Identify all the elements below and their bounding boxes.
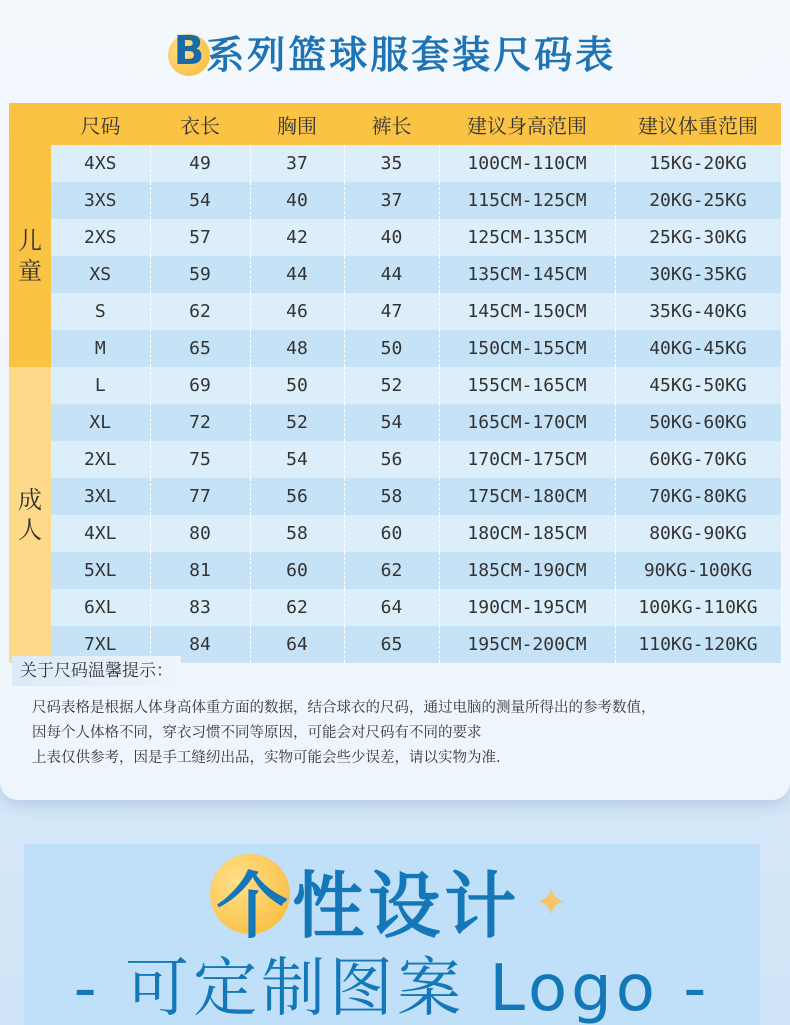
group-label-char: 人 bbox=[18, 516, 42, 544]
cell-height-range: 135CM-145CM bbox=[439, 256, 615, 293]
cell-chest: 56 bbox=[250, 478, 344, 515]
banner-subheadline bbox=[24, 944, 760, 1025]
table-row bbox=[9, 182, 781, 219]
cell-size: 2XS bbox=[51, 219, 150, 256]
cell-weight-range: 70KG-80KG bbox=[615, 478, 781, 515]
cell-size: 2XL bbox=[51, 441, 150, 478]
header-pants-length: 裤长 bbox=[344, 103, 439, 145]
header-corner bbox=[9, 103, 51, 145]
size-table bbox=[9, 103, 782, 663]
cell-length: 57 bbox=[150, 219, 250, 256]
cell-height-range: 175CM-180CM bbox=[439, 478, 615, 515]
notes-body bbox=[32, 696, 772, 771]
cell-weight-range: 35KG-40KG bbox=[615, 293, 781, 330]
cell-pants-length: 47 bbox=[344, 293, 439, 330]
cell-weight-range: 100KG-110KG bbox=[615, 589, 781, 626]
cell-size: 5XL bbox=[51, 552, 150, 589]
cell-pants-length: 58 bbox=[344, 478, 439, 515]
cell-length: 54 bbox=[150, 182, 250, 219]
table-row bbox=[9, 404, 781, 441]
table-row bbox=[9, 293, 781, 330]
table-row bbox=[9, 145, 781, 182]
cell-length: 84 bbox=[150, 626, 250, 663]
cell-pants-length: 62 bbox=[344, 552, 439, 589]
cell-height-range: 195CM-200CM bbox=[439, 626, 615, 663]
title-text: 系列篮球服套装尺码表 bbox=[206, 32, 617, 77]
cell-length: 65 bbox=[150, 330, 250, 367]
cell-pants-length: 52 bbox=[344, 367, 439, 404]
cell-height-range: 190CM-195CM bbox=[439, 589, 615, 626]
cell-length: 81 bbox=[150, 552, 250, 589]
cell-chest: 52 bbox=[250, 404, 344, 441]
cell-pants-length: 37 bbox=[344, 182, 439, 219]
header-height-range: 建议身高范围 bbox=[439, 103, 615, 145]
cell-pants-length: 50 bbox=[344, 330, 439, 367]
cell-chest: 58 bbox=[250, 515, 344, 552]
cell-height-range: 100CM-110CM bbox=[439, 145, 615, 182]
cell-chest: 42 bbox=[250, 219, 344, 256]
cell-weight-range: 30KG-35KG bbox=[615, 256, 781, 293]
cell-pants-length: 65 bbox=[344, 626, 439, 663]
header-chest: 胸围 bbox=[250, 103, 344, 145]
cell-size: 6XL bbox=[51, 589, 150, 626]
cell-weight-range: 80KG-90KG bbox=[615, 515, 781, 552]
table-row bbox=[9, 552, 781, 589]
cell-size: 3XL bbox=[51, 478, 150, 515]
notes-line: 尺码表格是根据人体身高体重方面的数据，结合球衣的尺码，通过电脑的测量所得出的参考数值， bbox=[32, 700, 656, 716]
table-row bbox=[9, 515, 781, 552]
cell-pants-length: 56 bbox=[344, 441, 439, 478]
cell-height-range: 145CM-150CM bbox=[439, 293, 615, 330]
table-row bbox=[9, 367, 781, 404]
cell-size: S bbox=[51, 293, 150, 330]
cell-chest: 40 bbox=[250, 182, 344, 219]
cell-chest: 62 bbox=[250, 589, 344, 626]
notes-line: 上表仅供参考，因是手工缝纫出品，实物可能会些少误差，请以实物为准. bbox=[32, 750, 501, 766]
notes-title: 关于尺码温馨提示： bbox=[12, 656, 181, 686]
cell-weight-range: 20KG-25KG bbox=[615, 182, 781, 219]
cell-chest: 60 bbox=[250, 552, 344, 589]
cell-size: M bbox=[51, 330, 150, 367]
cell-height-range: 155CM-165CM bbox=[439, 367, 615, 404]
table-row bbox=[9, 441, 781, 478]
cell-weight-range: 15KG-20KG bbox=[615, 145, 781, 182]
table-row bbox=[9, 589, 781, 626]
cell-chest: 54 bbox=[250, 441, 344, 478]
page-title bbox=[0, 24, 790, 78]
group-label-kids bbox=[9, 145, 51, 367]
cell-length: 69 bbox=[150, 367, 250, 404]
cell-height-range: 150CM-155CM bbox=[439, 330, 615, 367]
cell-height-range: 170CM-175CM bbox=[439, 441, 615, 478]
group-label-char: 童 bbox=[18, 257, 42, 285]
header-weight-range: 建议体重范围 bbox=[615, 103, 781, 145]
banner-headline bbox=[24, 858, 760, 948]
cell-chest: 50 bbox=[250, 367, 344, 404]
cell-length: 72 bbox=[150, 404, 250, 441]
cell-pants-length: 35 bbox=[344, 145, 439, 182]
cell-weight-range: 40KG-45KG bbox=[615, 330, 781, 367]
cell-size: L bbox=[51, 367, 150, 404]
table-row bbox=[9, 256, 781, 293]
sparkle-icon: ✦ bbox=[534, 880, 568, 926]
group-label-char: 成 bbox=[18, 486, 42, 514]
group-label-adults bbox=[9, 367, 51, 663]
notes-line: 因每个人体格不同，穿衣习惯不同等原因，可能会对尺码有不同的要求 bbox=[32, 725, 482, 741]
cell-weight-range: 50KG-60KG bbox=[615, 404, 781, 441]
table-row bbox=[9, 330, 781, 367]
banner-headline-first-char: 个 bbox=[216, 848, 292, 952]
cell-pants-length: 40 bbox=[344, 219, 439, 256]
cell-height-range: 125CM-135CM bbox=[439, 219, 615, 256]
cell-weight-range: 25KG-30KG bbox=[615, 219, 781, 256]
table-header-row bbox=[9, 103, 781, 145]
cell-size: 3XS bbox=[51, 182, 150, 219]
cell-height-range: 180CM-185CM bbox=[439, 515, 615, 552]
cell-height-range: 115CM-125CM bbox=[439, 182, 615, 219]
cell-length: 75 bbox=[150, 441, 250, 478]
title-badge-letter: B bbox=[173, 28, 205, 74]
cell-size: 4XS bbox=[51, 145, 150, 182]
group-label-char: 儿 bbox=[18, 227, 42, 255]
cell-size: 4XL bbox=[51, 515, 150, 552]
cell-pants-length: 44 bbox=[344, 256, 439, 293]
cell-chest: 46 bbox=[250, 293, 344, 330]
cell-pants-length: 60 bbox=[344, 515, 439, 552]
banner-subheadline-text: - 可定制图案 Logo - bbox=[73, 952, 711, 1025]
cell-length: 83 bbox=[150, 589, 250, 626]
custom-design-banner bbox=[24, 844, 760, 1025]
cell-chest: 48 bbox=[250, 330, 344, 367]
banner-headline-rest: 性设计 bbox=[292, 864, 521, 948]
cell-size: XL bbox=[51, 404, 150, 441]
cell-weight-range: 45KG-50KG bbox=[615, 367, 781, 404]
cell-height-range: 185CM-190CM bbox=[439, 552, 615, 589]
cell-weight-range: 90KG-100KG bbox=[615, 552, 781, 589]
cell-height-range: 165CM-170CM bbox=[439, 404, 615, 441]
cell-chest: 37 bbox=[250, 145, 344, 182]
cell-length: 77 bbox=[150, 478, 250, 515]
cell-weight-range: 110KG-120KG bbox=[615, 626, 781, 663]
header-size: 尺码 bbox=[51, 103, 150, 145]
cell-length: 80 bbox=[150, 515, 250, 552]
cell-chest: 64 bbox=[250, 626, 344, 663]
cell-pants-length: 64 bbox=[344, 589, 439, 626]
cell-chest: 44 bbox=[250, 256, 344, 293]
header-length: 衣长 bbox=[150, 103, 250, 145]
table-row bbox=[9, 478, 781, 515]
cell-pants-length: 54 bbox=[344, 404, 439, 441]
cell-size: 7XL bbox=[51, 626, 150, 663]
table-row bbox=[9, 219, 781, 256]
cell-size: XS bbox=[51, 256, 150, 293]
cell-length: 49 bbox=[150, 145, 250, 182]
cell-length: 59 bbox=[150, 256, 250, 293]
cell-weight-range: 60KG-70KG bbox=[615, 441, 781, 478]
cell-length: 62 bbox=[150, 293, 250, 330]
